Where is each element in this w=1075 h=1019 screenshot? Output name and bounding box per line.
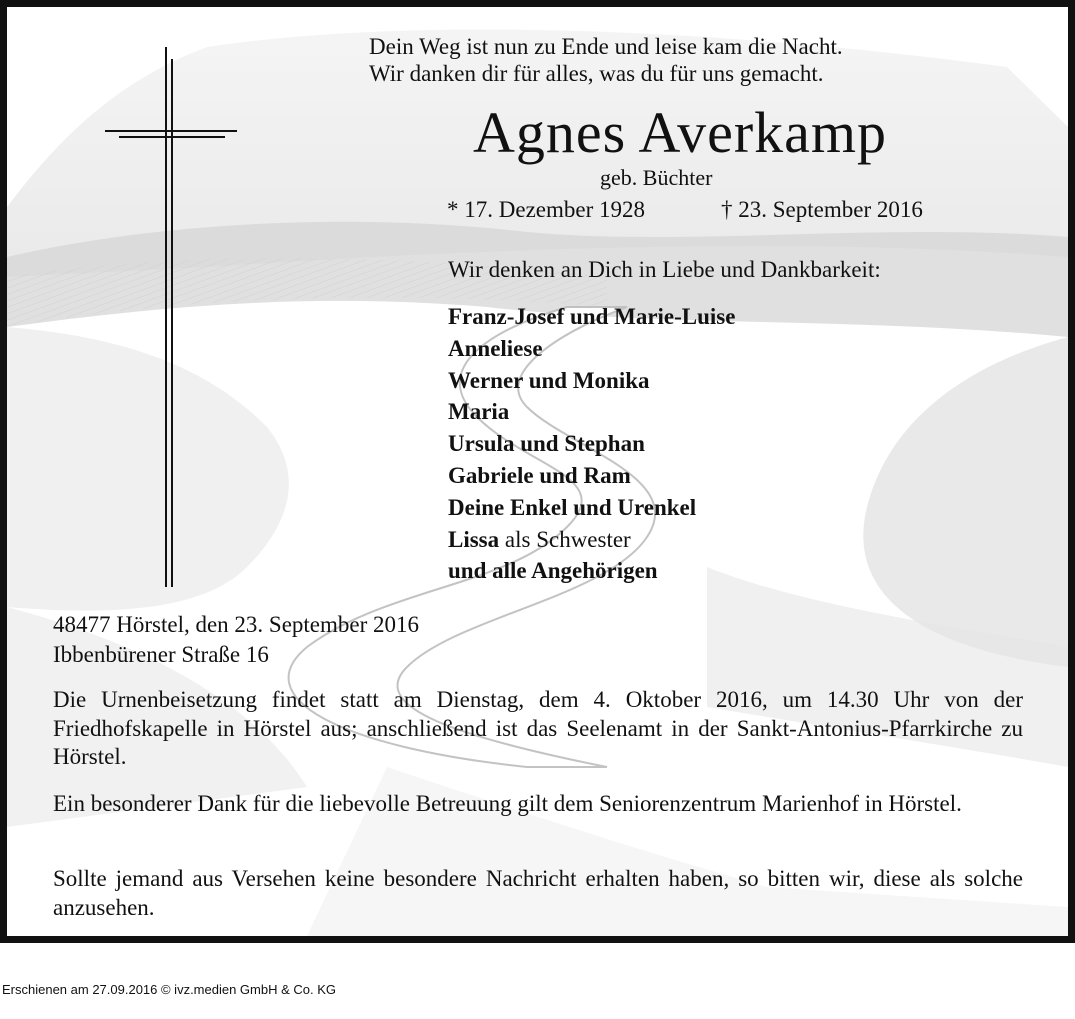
- thanks-paragraph: Ein besonderer Dank für die liebevolle Betreuung gilt dem Seniorenzentrum Marienhof in Hörstel.: [53, 791, 962, 816]
- maiden-name: geb. Büchter: [600, 165, 713, 190]
- mourners-intro: Wir denken an Dich in Liebe und Dankbarkeit:: [448, 257, 881, 282]
- mourner-entry: Franz-Josef und Marie-Luise: [448, 304, 736, 329]
- notice-paragraph: Sollte jemand aus Versehen keine besondere Nachricht erhalten haben, so bitten wir, diese als solche anzusehen.: [53, 866, 1023, 920]
- mourner-entry: Lissa als Schwester: [448, 526, 631, 552]
- address: Ibbenbürener Straße 16: [53, 642, 269, 667]
- death-date: † 23. September 2016: [721, 197, 923, 222]
- verse: [369, 33, 843, 87]
- verse-line-2: Wir danken dir für alles, was du für uns gemacht.: [369, 61, 824, 86]
- funeral-paragraph: Die Urnenbeisetzung findet statt am Dienstag, dem 4. Oktober 2016, um 14.30 Uhr von der Friedhofskapelle in Hörstel aus; anschließend ist das Seelenamt in der Sankt-Antonius-Pfarrkirche zu Hörstel.: [53, 687, 1023, 769]
- cross-icon: [97, 47, 237, 587]
- mourner-entry: Deine Enkel und Urenkel: [448, 494, 697, 520]
- place-date: 48477 Hörstel, den 23. September 2016: [53, 612, 420, 637]
- mourner-entry: Anneliese: [448, 335, 543, 361]
- mourners-list: [448, 301, 735, 587]
- mourner-entry: und alle Angehörigen: [448, 558, 658, 584]
- verse-line-1: Dein Weg ist nun zu Ende und leise kam die Nacht.: [369, 34, 843, 59]
- mourner-entry: Maria: [448, 399, 510, 425]
- mourner-entry: Werner und Monika: [448, 367, 650, 393]
- mourner-entry: Gabriele und Ram: [448, 462, 631, 488]
- deceased-name: Agnes Averkamp: [473, 100, 887, 165]
- publication-footer: Erschienen am 27.09.2016 © ivz.medien GmbH & Co. KG: [2, 982, 337, 997]
- place-and-address: [53, 610, 419, 670]
- birth-date: * 17. Dezember 1928: [447, 197, 645, 222]
- mourner-entry: Ursula und Stephan: [448, 431, 645, 457]
